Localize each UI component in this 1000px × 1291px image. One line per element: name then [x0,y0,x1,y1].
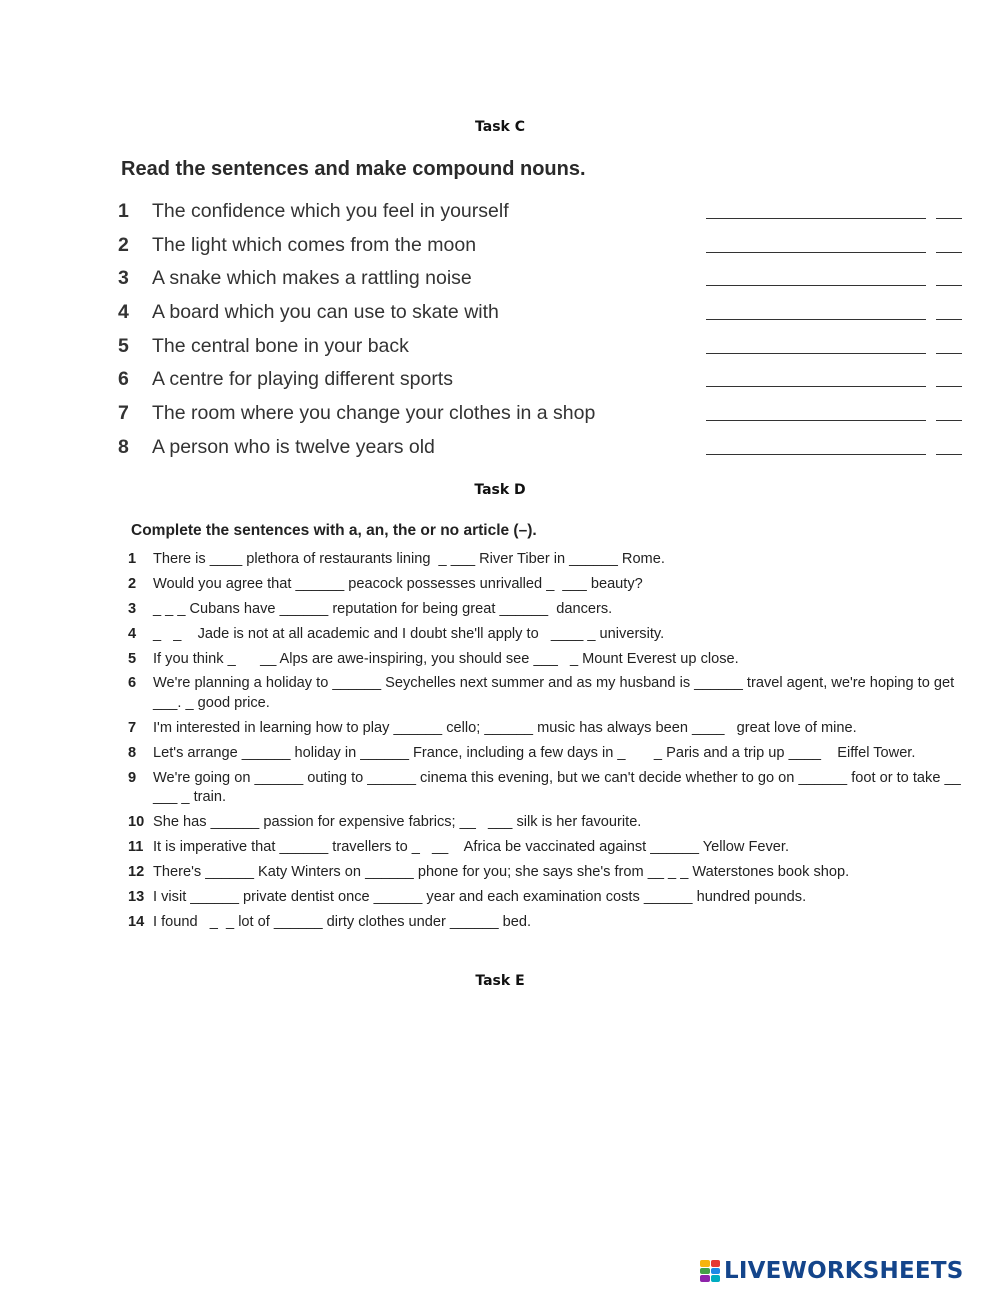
task-d-item [128,913,978,933]
item-number: 2 [118,233,129,256]
item-number: 10 [128,814,145,831]
item-number: 8 [128,744,137,761]
task-d-item [128,600,978,620]
brand-name: LIVEWORKSHEETS [724,1258,964,1284]
liveworksheets-brand[interactable] [700,1256,963,1286]
item-text[interactable]: She has ______ passion for expensive fabrics; __ ___ silk is her favourite. [153,814,642,831]
answer-blank[interactable] [706,285,964,286]
item-number: 8 [118,435,129,458]
item-text: The central bone in your back [152,334,409,357]
item-number: 4 [128,625,137,642]
task-d-item [128,650,978,670]
task-d-item [128,744,978,764]
task-d-item [128,888,978,908]
item-number: 4 [118,301,129,324]
item-number: 12 [128,863,145,880]
task-d-item [128,813,978,833]
item-number: 13 [128,888,145,905]
item-number: 14 [128,913,145,930]
task-d-item [128,625,978,645]
item-text[interactable]: There is ____ plethora of restaurants lining _ ___ River Tiber in ______ Rome. [153,551,665,567]
task-d-item [128,863,978,883]
liveworksheets-logo-icon [700,1260,720,1282]
item-number: 6 [118,368,129,391]
task-c-list [118,196,978,466]
item-number: 3 [118,267,129,290]
item-text: A snake which makes a rattling noise [152,267,472,290]
item-text[interactable]: If you think _ __ Alps are awe-inspiring, you should see ___ _ Mount Everest up close. [153,650,739,667]
item-number: 9 [128,769,137,786]
item-number: 6 [128,675,137,692]
task-c-item [118,364,978,398]
item-text: The room where you change your clothes in a shop [152,402,596,425]
task-d-item [128,674,978,713]
task-d-item [128,575,978,595]
item-number: 7 [118,402,129,425]
task-c-item [118,263,978,297]
task-d-item [128,769,978,808]
item-text[interactable]: I'm interested in learning how to play ______ cello; ______ music has always been ____ great love of mine. [153,719,857,736]
item-text: The light which comes from the moon [152,233,477,256]
task-c-item [118,331,978,365]
item-text[interactable]: _ _ Jade is not at all academic and I doubt she'll apply to ____ _ university. [153,625,665,642]
task-c-title: Task C [475,119,525,135]
item-text: A board which you can use to skate with [152,301,499,324]
item-text[interactable]: Would you agree that ______ peacock possesses unrivalled _ ___ beauty? [153,575,643,592]
task-e-title: Task E [475,973,525,989]
answer-blank[interactable] [706,218,964,219]
task-c-item [118,196,978,230]
item-text[interactable]: We're planning a holiday to ______ Seychelles next summer and as my husband is ______ travel agent, we're hoping to get ___. _ good price. [153,675,959,711]
task-c-item [118,432,978,466]
item-number: 2 [128,575,137,592]
task-c-item [118,230,978,264]
task-c-item [118,398,978,432]
item-text[interactable]: _ _ _ Cubans have ______ reputation for being great ______ dancers. [153,600,613,617]
item-text[interactable]: We're going on ______ outing to ______ cinema this evening, but we can't decide whether to go on ______ foot or to take __ ___ _ train. [153,769,965,806]
task-d-item [128,838,978,858]
answer-blank[interactable] [706,454,964,455]
item-text[interactable]: Let's arrange ______ holiday in ______ France, including a few days in _ _ Paris and a trip up ____ Eiffel Tower. [153,744,916,761]
item-text: A person who is twelve years old [152,435,435,458]
task-d-list [128,550,978,937]
answer-blank[interactable] [706,420,964,421]
task-c-item [118,297,978,331]
task-d-item [128,550,978,570]
answer-blank[interactable] [706,353,964,354]
item-number: 1 [128,551,137,567]
item-number: 11 [128,838,144,855]
task-d-item [128,719,978,739]
item-number: 5 [128,650,137,667]
item-number: 3 [128,600,137,617]
task-c-instruction: Read the sentences and make compound nouns. [121,158,586,180]
item-text[interactable]: It is imperative that ______ travellers to _ __ Africa be vaccinated against ______ Yellow Fever. [153,838,790,855]
item-text[interactable]: There's ______ Katy Winters on ______ phone for you; she says she's from __ _ _ Waterstones book shop. [153,863,850,880]
answer-blank[interactable] [706,319,964,320]
item-text: A centre for playing different sports [152,368,453,391]
item-number: 7 [128,719,137,736]
item-text[interactable]: I visit ______ private dentist once ______ year and each examination costs ______ hundred pounds. [153,888,807,905]
task-d-instruction: Complete the sentences with a, an, the or no article (–). [131,522,537,539]
item-number: 1 [118,200,129,222]
item-number: 5 [118,334,129,357]
answer-blank[interactable] [706,252,964,253]
item-text[interactable]: I found _ _ lot of ______ dirty clothes under ______ bed. [153,913,532,930]
answer-blank[interactable] [706,386,964,387]
task-d-title: Task D [474,482,526,498]
item-text: The confidence which you feel in yourself [152,200,509,222]
